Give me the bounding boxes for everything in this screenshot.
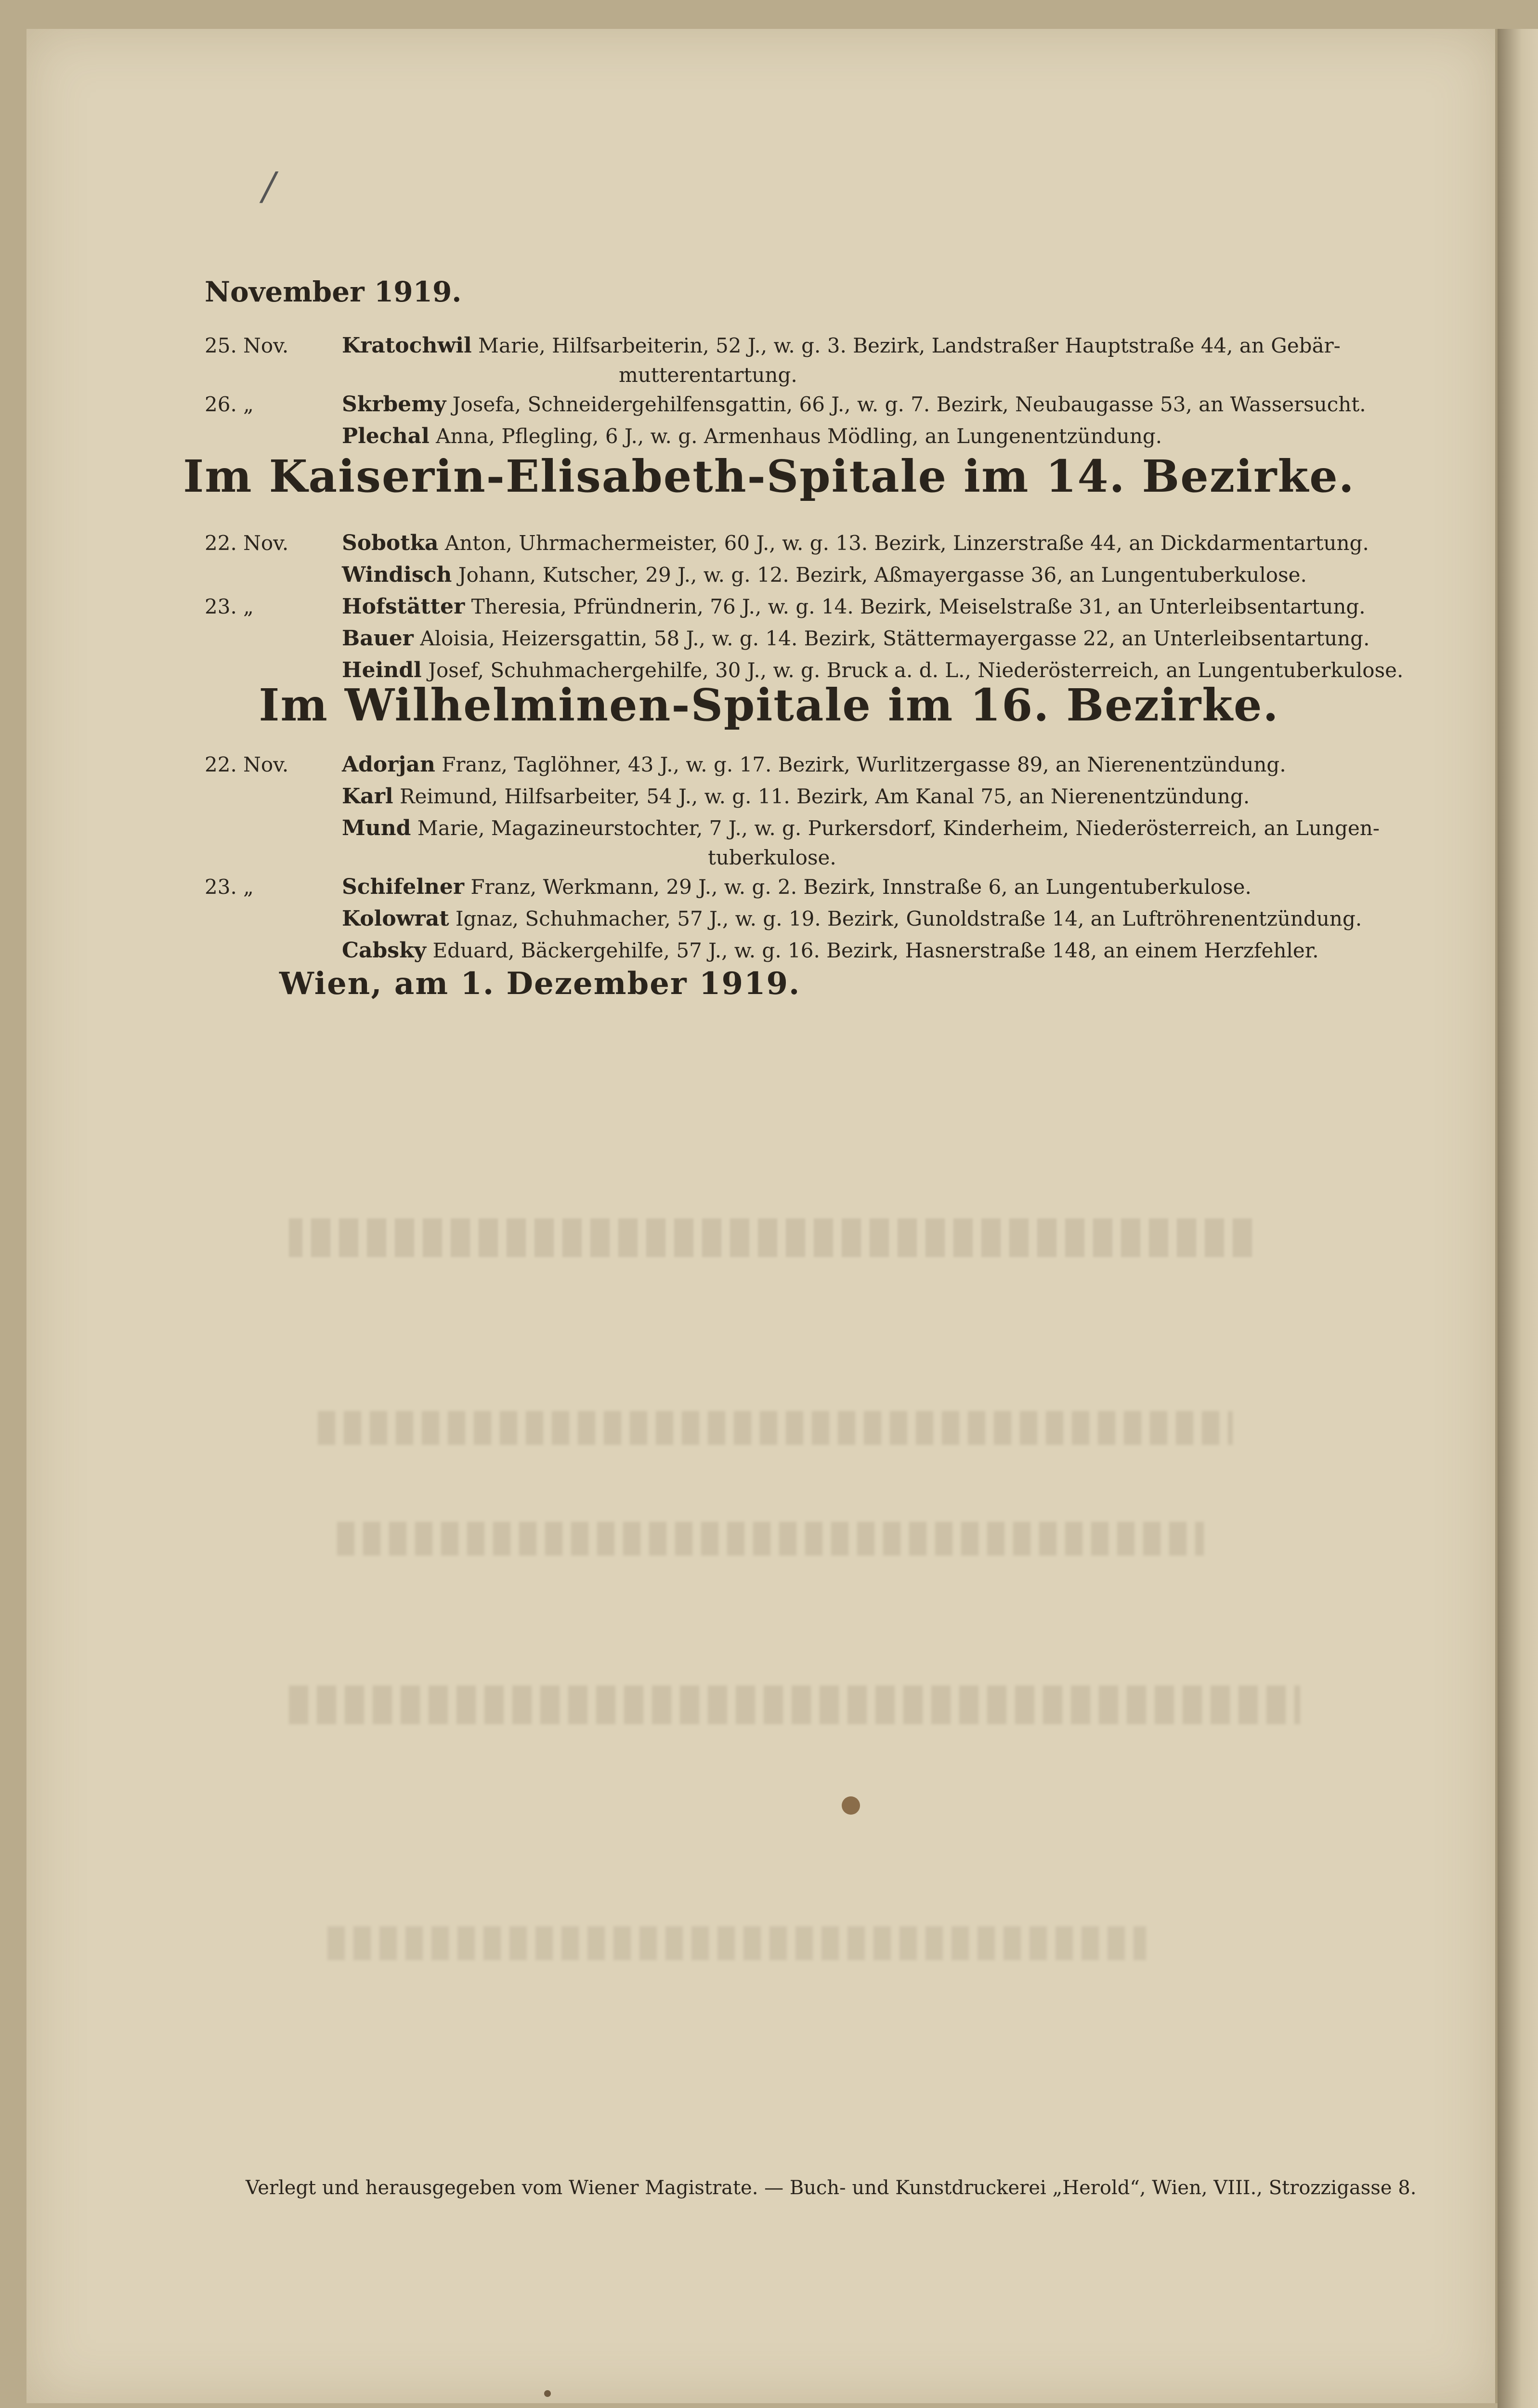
entry-body: [342, 781, 1250, 812]
entry-row: [205, 903, 1488, 935]
imprint-footer: Verlegt und herausgegeben vom Wiener Magistrate. — Buch- und Kunstdruckerei „Herold“, Wien, VIII., Strozzigasse 8.: [246, 2177, 1417, 2199]
entry-date: 25. Nov.: [205, 334, 289, 357]
entry-text: Franz, Taglöhner, 43 J., w. g. 17. Bezirk, Wurlitzergasse 89, an Nierenentzündung.: [435, 753, 1286, 776]
entry-row: [205, 812, 1488, 844]
bleed-through-line: [327, 1926, 1146, 1960]
section-heading-kaiserin-elisabeth: Im Kaiserin-Elisabeth-Spitale im 14. Bezirke.: [183, 450, 1355, 502]
entry-name: Hofstätter: [342, 594, 465, 619]
entry-group-wilhelminen: [205, 749, 1488, 967]
entry-text: Marie, Hilfsarbeiterin, 52 J., w. g. 3. Bezirk, Landstraßer Hauptstraße 44, an Gebär-: [471, 334, 1341, 357]
entry-continuation: tuberkulose.: [708, 846, 836, 869]
entry-row: [205, 935, 1488, 967]
bleed-through-line: [289, 1218, 1252, 1257]
entry-name: Kolowrat: [342, 906, 449, 931]
entry-text: Josef, Schuhmachergehilfe, 30 J., w. g. Bruck a. d. L., Niederösterreich, an Lungentuberkulose.: [421, 658, 1404, 682]
entry-name: Adorjan: [342, 752, 435, 777]
entry-name: Plechal: [342, 424, 430, 448]
entry-row: [205, 389, 1488, 420]
entry-body: [342, 527, 1369, 559]
entry-text: Josefa, Schneidergehilfensgattin, 66 J., w. g. 7. Bezirk, Neubaugasse 53, an Wassersucht.: [446, 393, 1366, 416]
entry-date: 23. „: [205, 875, 254, 899]
entry-row: [205, 781, 1488, 812]
entry-name: Kratochwil: [342, 333, 472, 358]
entry-text: Anna, Pflegling, 6 J., w. g. Armenhaus Mödling, an Lungenentzündung.: [429, 424, 1162, 448]
entry-row: [205, 420, 1488, 452]
month-heading: November 1919.: [205, 275, 462, 308]
entry-name: Windisch: [342, 563, 452, 587]
entry-body: [342, 623, 1369, 654]
entry-body: [342, 330, 1341, 362]
entry-text: Ignaz, Schuhmacher, 57 J., w. g. 19. Bezirk, Gunoldstraße 14, an Luftröhrenentzündung.: [449, 907, 1362, 930]
entry-row: [205, 591, 1488, 623]
entry-name: Schifelner: [342, 875, 465, 899]
entry-text: Johann, Kutscher, 29 J., w. g. 12. Bezirk, Aßmayergasse 36, an Lungentuberkulose.: [452, 563, 1307, 587]
entry-row: [205, 871, 1488, 903]
entry-name: Sobotka: [342, 531, 439, 555]
entry-body: [342, 812, 1380, 844]
entry-name: Mund: [342, 816, 411, 840]
entry-date: 23. „: [205, 595, 254, 618]
entry-text: Reimund, Hilfsarbeiter, 54 J., w. g. 11. Bezirk, Am Kanal 75, an Nierenentzündung.: [393, 785, 1250, 808]
section-heading-wilhelminen: Im Wilhelminen-Spitale im 16. Bezirke.: [259, 679, 1279, 731]
entry-date: 22. Nov.: [205, 531, 289, 555]
entry-name: Karl: [342, 784, 393, 809]
entry-row: [205, 330, 1488, 362]
entry-text: Aloisia, Heizersgattin, 58 J., w. g. 14. Bezirk, Stättermayergasse 22, an Unterleibsentartung.: [413, 627, 1370, 650]
paper-stain: [842, 1796, 860, 1815]
entry-body: [342, 420, 1162, 452]
entry-body: [342, 903, 1362, 935]
entry-group-november: [205, 330, 1488, 452]
closing-dateline: Wien, am 1. Dezember 1919.: [279, 966, 801, 1002]
entry-row: [205, 527, 1488, 559]
entry-body: [342, 559, 1307, 591]
entry-row: [205, 749, 1488, 781]
next-page-edge: [1498, 29, 1538, 2408]
entry-name: Skrbemy: [342, 392, 446, 417]
entry-body: [342, 389, 1366, 420]
bleed-through-line: [318, 1411, 1233, 1445]
entry-text: Franz, Werkmann, 29 J., w. g. 2. Bezirk, Innstraße 6, an Lungentuberkulose.: [464, 875, 1251, 899]
entry-date: 26. „: [205, 393, 254, 416]
entry-group-kaiserin-elisabeth: [205, 527, 1488, 686]
entry-text: Anton, Uhrmachermeister, 60 J., w. g. 13. Bezirk, Linzerstraße 44, an Dickdarmentartung.: [438, 531, 1369, 555]
entry-continuation: mutterentartung.: [619, 363, 797, 387]
entry-row: [205, 623, 1488, 654]
entry-name: Cabsky: [342, 938, 427, 963]
entry-row: [205, 559, 1488, 591]
pencil-mark: /: [262, 164, 275, 209]
entry-text: Marie, Magazineurstochter, 7 J., w. g. Purkersdorf, Kinderheim, Niederösterreich, an Lungen-: [411, 816, 1380, 840]
bleed-through-line: [337, 1522, 1204, 1556]
entry-text: Eduard, Bäckergehilfe, 57 J., w. g. 16. Bezirk, Hasnerstraße 148, an einem Herzfehler.: [426, 939, 1319, 962]
bleed-through-line: [289, 1686, 1300, 1724]
paper-stain: [544, 2390, 551, 2397]
entry-body: [342, 591, 1366, 623]
entry-text: Theresia, Pfründnerin, 76 J., w. g. 14. Bezirk, Meiselstraße 31, an Unterleibsentartung.: [465, 595, 1366, 618]
entry-name: Heindl: [342, 658, 422, 682]
entry-body: [342, 749, 1286, 781]
entry-date: 22. Nov.: [205, 753, 289, 776]
entry-body: [342, 871, 1251, 903]
entry-body: [342, 935, 1319, 967]
entry-name: Bauer: [342, 626, 414, 651]
